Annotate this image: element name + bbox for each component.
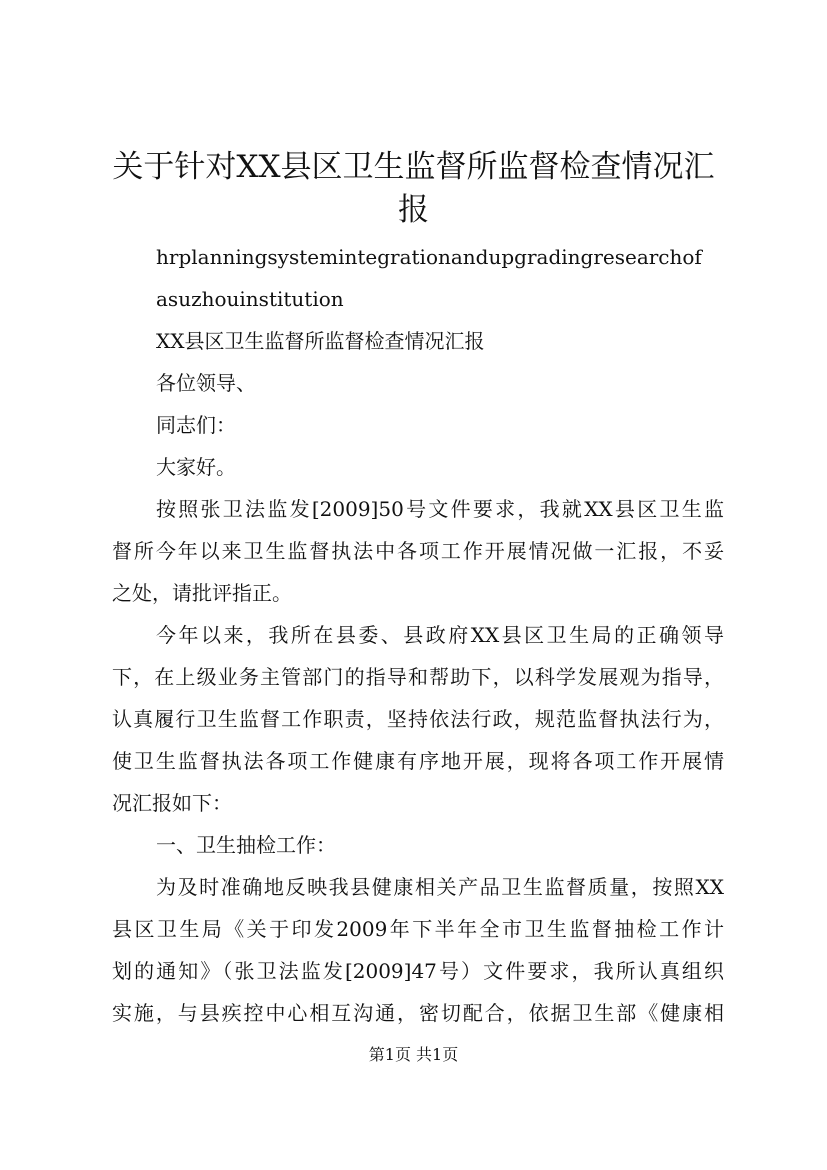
title-line-2: 报 xyxy=(398,192,429,228)
paragraph-1-line-1: 按照张卫法监发[2009]50号文件要求，我就XX县区卫生监 xyxy=(156,497,724,521)
paragraph-2-line-4: 使卫生监督执法各项工作健康有序地开展，现将各项工作开展情 xyxy=(112,749,724,773)
english-subtitle-line-1: hrplanningsystemintegrationandupgradingresearchof xyxy=(156,245,702,269)
document-title xyxy=(100,146,727,232)
paragraph-3-line-1: 为及时准确地反映我县健康相关产品卫生监督质量，按照XX xyxy=(156,875,724,899)
paragraph-1-line-3: 之处，请批评指正。 xyxy=(112,581,292,605)
paragraph-3-line-3: 划的通知》（张卫法监发[2009]47号）文件要求，我所认真组织 xyxy=(112,959,724,983)
report-heading: XX县区卫生监督所监督检查情况汇报 xyxy=(156,329,485,353)
paragraph-2-line-1: 今年以来，我所在县委、县政府XX县区卫生局的正确领导 xyxy=(156,623,724,647)
salutation-leaders: 各位领导、 xyxy=(156,371,256,395)
greeting: 大家好。 xyxy=(156,455,236,479)
page-footer: 第1页 共1页 xyxy=(368,1045,459,1064)
paragraph-3-line-2: 县区卫生局《关于印发2009年下半年全市卫生监督抽检工作计 xyxy=(112,917,724,941)
section-1-heading: 一、卫生抽检工作： xyxy=(156,833,336,857)
english-subtitle-line-2: asuzhouinstitution xyxy=(156,287,344,311)
title-line-1: 关于针对XX县区卫生监督所监督检查情况汇 xyxy=(112,149,715,185)
paragraph-2-line-2: 下，在上级业务主管部门的指导和帮助下，以科学发展观为指导， xyxy=(112,665,724,689)
paragraph-2-line-5: 况汇报如下： xyxy=(112,791,232,815)
salutation-comrades: 同志们： xyxy=(156,413,236,437)
paragraph-3-line-4: 实施，与县疾控中心相互沟通，密切配合，依据卫生部《健康相 xyxy=(112,1001,724,1025)
paragraph-1-line-2: 督所今年以来卫生监督执法中各项工作开展情况做一汇报，不妥 xyxy=(112,539,724,563)
paragraph-2-line-3: 认真履行卫生监督工作职责，坚持依法行政，规范监督执法行为， xyxy=(112,707,724,731)
